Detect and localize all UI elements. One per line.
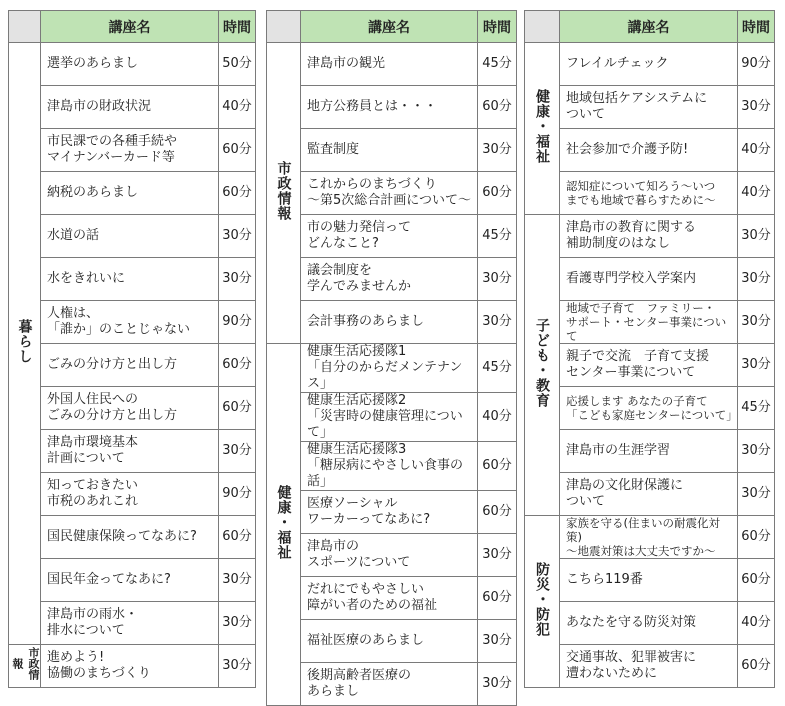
lecture-name: フレイルチェック bbox=[560, 43, 738, 86]
lecture-time: 90分 bbox=[738, 43, 775, 86]
header-name: 講座名 bbox=[301, 11, 478, 43]
table-row bbox=[267, 344, 517, 393]
lecture-time: 60分 bbox=[478, 442, 517, 491]
category-cell bbox=[525, 516, 560, 688]
lecture-name: 地域包括ケアシステムに ついて bbox=[560, 86, 738, 129]
lecture-time: 90分 bbox=[219, 301, 256, 344]
category-label: 防災・防犯 bbox=[534, 561, 550, 637]
table-row bbox=[267, 172, 517, 215]
header-name: 講座名 bbox=[41, 11, 219, 43]
table-row bbox=[267, 620, 517, 663]
lecture-time: 30分 bbox=[219, 430, 256, 473]
table-row bbox=[9, 516, 256, 559]
lecture-time: 30分 bbox=[738, 301, 775, 344]
lecture-time: 40分 bbox=[738, 172, 775, 215]
table-row bbox=[525, 301, 775, 344]
table-row bbox=[525, 516, 775, 559]
lecture-time: 60分 bbox=[738, 559, 775, 602]
table-row bbox=[267, 215, 517, 258]
lecture-time: 60分 bbox=[219, 172, 256, 215]
lecture-time: 30分 bbox=[478, 534, 517, 577]
lecture-name: 市の魅力発信って どんなこと? bbox=[301, 215, 478, 258]
lecture-time: 30分 bbox=[478, 620, 517, 663]
table-row bbox=[525, 43, 775, 86]
category-label: 健康・福祉 bbox=[275, 484, 292, 560]
category-cell bbox=[525, 43, 560, 215]
lecture-name: 親子で交流 子育て支援 センター事業について bbox=[560, 344, 738, 387]
lecture-time: 30分 bbox=[738, 430, 775, 473]
lecture-name: 人権は、 「誰か」のことじゃない bbox=[41, 301, 219, 344]
table-row bbox=[267, 258, 517, 301]
lecture-time: 30分 bbox=[738, 258, 775, 301]
table-row bbox=[9, 301, 256, 344]
lecture-name: 津島市の教育に関する 補助制度のはなし bbox=[560, 215, 738, 258]
lecture-name: ごみの分け方と出し方 bbox=[41, 344, 219, 387]
lecture-time: 30分 bbox=[478, 663, 517, 706]
lecture-time: 60分 bbox=[219, 344, 256, 387]
table-row bbox=[267, 442, 517, 491]
lecture-time: 30分 bbox=[219, 215, 256, 258]
table-row bbox=[267, 534, 517, 577]
header-name: 講座名 bbox=[560, 11, 738, 43]
category-cell bbox=[267, 344, 301, 706]
header-time: 時間 bbox=[738, 11, 775, 43]
lecture-name: 地域で子育て ファミリー・ サポート・センター事業について bbox=[560, 301, 738, 344]
lecture-time: 60分 bbox=[738, 645, 775, 688]
lecture-name: 認知症について知ろう～いつ までも地域で暮らすために～ bbox=[560, 172, 738, 215]
lecture-name: 議会制度を 学んでみませんか bbox=[301, 258, 478, 301]
category-label: 暮らし bbox=[16, 318, 33, 364]
lecture-time: 60分 bbox=[738, 516, 775, 559]
lecture-name: 津島市の生涯学習 bbox=[560, 430, 738, 473]
category-label: 市政情報 bbox=[275, 160, 292, 221]
lecture-table-2 bbox=[266, 10, 517, 706]
lecture-name: 知っておきたい 市税のあれこれ bbox=[41, 473, 219, 516]
lecture-time: 30分 bbox=[738, 215, 775, 258]
header-blank bbox=[267, 11, 301, 43]
lecture-name: だれにでもやさしい 障がい者のための福祉 bbox=[301, 577, 478, 620]
table-row bbox=[9, 473, 256, 516]
lecture-time: 30分 bbox=[738, 473, 775, 516]
category-cell bbox=[267, 43, 301, 344]
header-row bbox=[525, 11, 775, 43]
table-row bbox=[525, 602, 775, 645]
table-row bbox=[9, 129, 256, 172]
lecture-name: 健康生活応援隊1 「自分のからだメンテナンス」 bbox=[301, 344, 478, 393]
table-row bbox=[525, 215, 775, 258]
lecture-name: 健康生活応援隊2 「災害時の健康管理について」 bbox=[301, 393, 478, 442]
header-blank bbox=[525, 11, 560, 43]
lecture-time: 45分 bbox=[478, 344, 517, 393]
table-row bbox=[267, 393, 517, 442]
lecture-time: 50分 bbox=[219, 43, 256, 86]
lecture-time: 60分 bbox=[478, 86, 517, 129]
lecture-name: 地方公務員とは・・・ bbox=[301, 86, 478, 129]
category-label: 市政情報 bbox=[11, 647, 40, 680]
table-row bbox=[525, 645, 775, 688]
header-row bbox=[267, 11, 517, 43]
lecture-time: 30分 bbox=[219, 258, 256, 301]
lecture-name: 健康生活応援隊3 「糖尿病にやさしい食事の話」 bbox=[301, 442, 478, 491]
table-row bbox=[9, 559, 256, 602]
lecture-time: 60分 bbox=[478, 172, 517, 215]
lecture-time: 30分 bbox=[478, 258, 517, 301]
category-cell bbox=[9, 43, 41, 645]
table-row bbox=[267, 577, 517, 620]
table-row bbox=[525, 172, 775, 215]
lecture-time: 30分 bbox=[478, 129, 517, 172]
lecture-time: 90分 bbox=[219, 473, 256, 516]
lecture-name: 会計事務のあらまし bbox=[301, 301, 478, 344]
lecture-time: 45分 bbox=[738, 387, 775, 430]
table-row bbox=[525, 430, 775, 473]
lecture-name: 監査制度 bbox=[301, 129, 478, 172]
header-time: 時間 bbox=[478, 11, 517, 43]
lecture-name: あなたを守る防災対策 bbox=[560, 602, 738, 645]
lecture-name: 市民課での各種手続や マイナンバーカード等 bbox=[41, 129, 219, 172]
table-row bbox=[9, 387, 256, 430]
table-row bbox=[525, 344, 775, 387]
lecture-table-3 bbox=[524, 10, 775, 688]
lecture-time: 30分 bbox=[219, 559, 256, 602]
category-cell bbox=[9, 645, 41, 688]
lecture-name: 津島市の観光 bbox=[301, 43, 478, 86]
lecture-time: 30分 bbox=[219, 645, 256, 688]
table-row bbox=[267, 301, 517, 344]
table-row bbox=[525, 86, 775, 129]
lecture-name: 納税のあらまし bbox=[41, 172, 219, 215]
table-row bbox=[9, 602, 256, 645]
table-row bbox=[525, 559, 775, 602]
lecture-name: 医療ソーシャル ワーカーってなあに? bbox=[301, 491, 478, 534]
table-row bbox=[9, 215, 256, 258]
lecture-name: 水をきれいに bbox=[41, 258, 219, 301]
lecture-name: 家族を守る(住まいの耐震化対策) ～地震対策は大丈夫ですか～ bbox=[560, 516, 738, 559]
table-row bbox=[267, 491, 517, 534]
table-row bbox=[525, 129, 775, 172]
lecture-name: 交通事故、犯罪被害に 遭わないために bbox=[560, 645, 738, 688]
lecture-time: 30分 bbox=[738, 86, 775, 129]
lecture-name: 看護専門学校入学案内 bbox=[560, 258, 738, 301]
table-row bbox=[267, 129, 517, 172]
table-row bbox=[525, 387, 775, 430]
lecture-name: 津島市の雨水・ 排水について bbox=[41, 602, 219, 645]
lecture-name: 外国人住民への ごみの分け方と出し方 bbox=[41, 387, 219, 430]
table-row bbox=[525, 473, 775, 516]
table-row bbox=[9, 430, 256, 473]
table-row bbox=[525, 258, 775, 301]
lecture-time: 60分 bbox=[219, 129, 256, 172]
lecture-name: 選挙のあらまし bbox=[41, 43, 219, 86]
lecture-name: 津島市の財政状況 bbox=[41, 86, 219, 129]
lecture-name: これからのまちづくり ～第5次総合計画について～ bbox=[301, 172, 478, 215]
lecture-time: 60分 bbox=[219, 387, 256, 430]
table-row bbox=[9, 258, 256, 301]
category-label: 子ども・教育 bbox=[534, 317, 550, 408]
lecture-name: 応援します あなたの子育て 「こども家庭センターについて」 bbox=[560, 387, 738, 430]
lecture-time: 40分 bbox=[738, 602, 775, 645]
lecture-time: 45分 bbox=[478, 43, 517, 86]
header-row bbox=[9, 11, 256, 43]
lecture-time: 30分 bbox=[738, 344, 775, 387]
table-row bbox=[267, 43, 517, 86]
lecture-name: 津島市環境基本 計画について bbox=[41, 430, 219, 473]
lecture-table-1 bbox=[8, 10, 256, 688]
category-cell bbox=[525, 215, 560, 516]
lecture-time: 60分 bbox=[219, 516, 256, 559]
lecture-time: 30分 bbox=[219, 602, 256, 645]
lecture-time: 60分 bbox=[478, 577, 517, 620]
lecture-name: こちら119番 bbox=[560, 559, 738, 602]
lecture-name: 社会参加で介護予防! bbox=[560, 129, 738, 172]
table-row bbox=[267, 663, 517, 706]
lecture-name: 水道の話 bbox=[41, 215, 219, 258]
lecture-time: 40分 bbox=[478, 393, 517, 442]
table-row bbox=[9, 172, 256, 215]
table-row bbox=[267, 86, 517, 129]
lecture-name: 国民健康保険ってなあに? bbox=[41, 516, 219, 559]
lecture-time: 45分 bbox=[478, 215, 517, 258]
lecture-time: 40分 bbox=[219, 86, 256, 129]
lecture-name: 津島の文化財保護に ついて bbox=[560, 473, 738, 516]
lecture-name: 進めよう! 協働のまちづくり bbox=[41, 645, 219, 688]
lecture-time: 30分 bbox=[478, 301, 517, 344]
lecture-time: 40分 bbox=[738, 129, 775, 172]
lecture-name: 国民年金ってなあに? bbox=[41, 559, 219, 602]
header-blank bbox=[9, 11, 41, 43]
lecture-name: 後期高齢者医療の あらまし bbox=[301, 663, 478, 706]
header-time: 時間 bbox=[219, 11, 256, 43]
lecture-time: 60分 bbox=[478, 491, 517, 534]
lecture-name: 津島市の スポーツについて bbox=[301, 534, 478, 577]
table-row bbox=[9, 645, 256, 688]
lecture-name: 福祉医療のあらまし bbox=[301, 620, 478, 663]
table-row bbox=[9, 344, 256, 387]
table-row bbox=[9, 86, 256, 129]
category-label: 健康・福祉 bbox=[534, 88, 550, 164]
table-row bbox=[9, 43, 256, 86]
